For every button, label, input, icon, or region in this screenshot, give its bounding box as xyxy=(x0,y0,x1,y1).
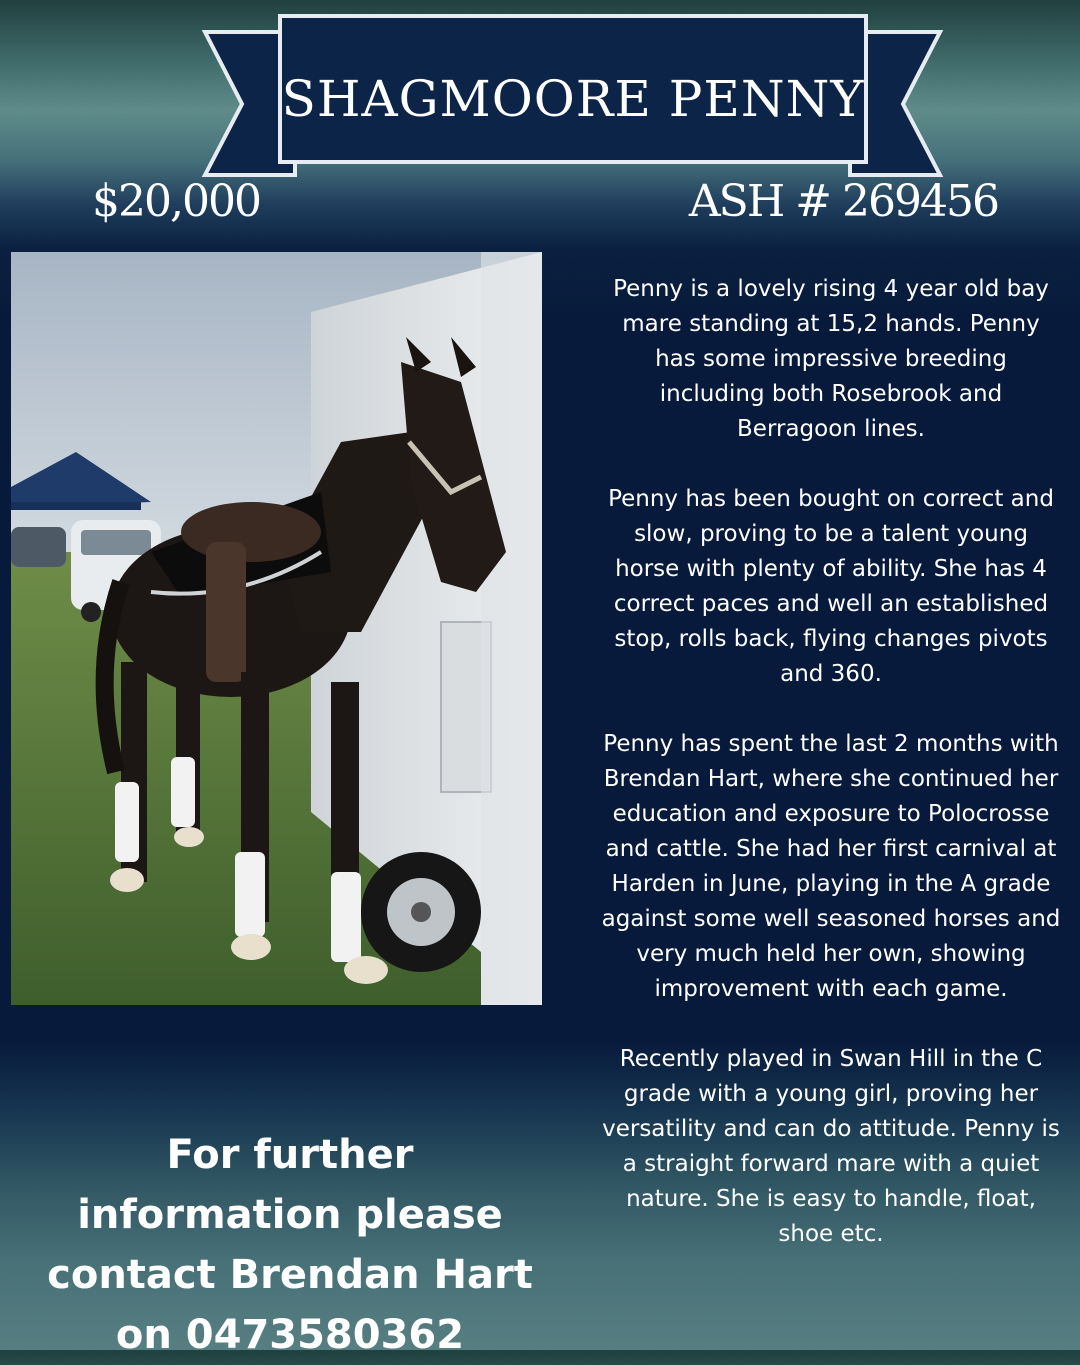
price-label: $20,000 xyxy=(92,176,260,227)
description-paragraph: Recently played in Swan Hill in the C grade with a young girl, proving her versatility and can do attitude. Penny is a straight forward mare with a quiet nature. She is easy to handle, float, shoe etc. xyxy=(602,1046,1060,1247)
contact-info: For further information please contact Brendan Hart on 0473580362 xyxy=(47,1132,533,1358)
description-paragraph: Penny has been bought on correct and slow, proving to be a talent young horse with plenty of ability. She has 4 correct paces and well an established stop, rolls back, flying changes pivots and 360. xyxy=(608,486,1054,687)
registration-number: ASH # 269456 xyxy=(688,176,998,227)
description-paragraph: Penny has spent the last 2 months with Brendan Hart, where she continued her education and exposure to Polocrosse and cattle. She had her first carnival at Harden in June, playing in the A grade against some well seasoned horses and very much held her own, showing improvement with each game. xyxy=(601,731,1061,1002)
title-banner xyxy=(200,10,945,185)
horse-name-title: SHAGMOORE PENNY xyxy=(281,70,865,128)
horse-photo xyxy=(11,252,542,1005)
description-paragraph: Penny is a lovely rising 4 year old bay mare standing at 15,2 hands. Penny has some impressive breeding including both Rosebrook and Berragoon lines. xyxy=(613,276,1049,442)
horse-photo-illustration xyxy=(11,252,542,1005)
description-text-block xyxy=(600,272,1062,1252)
